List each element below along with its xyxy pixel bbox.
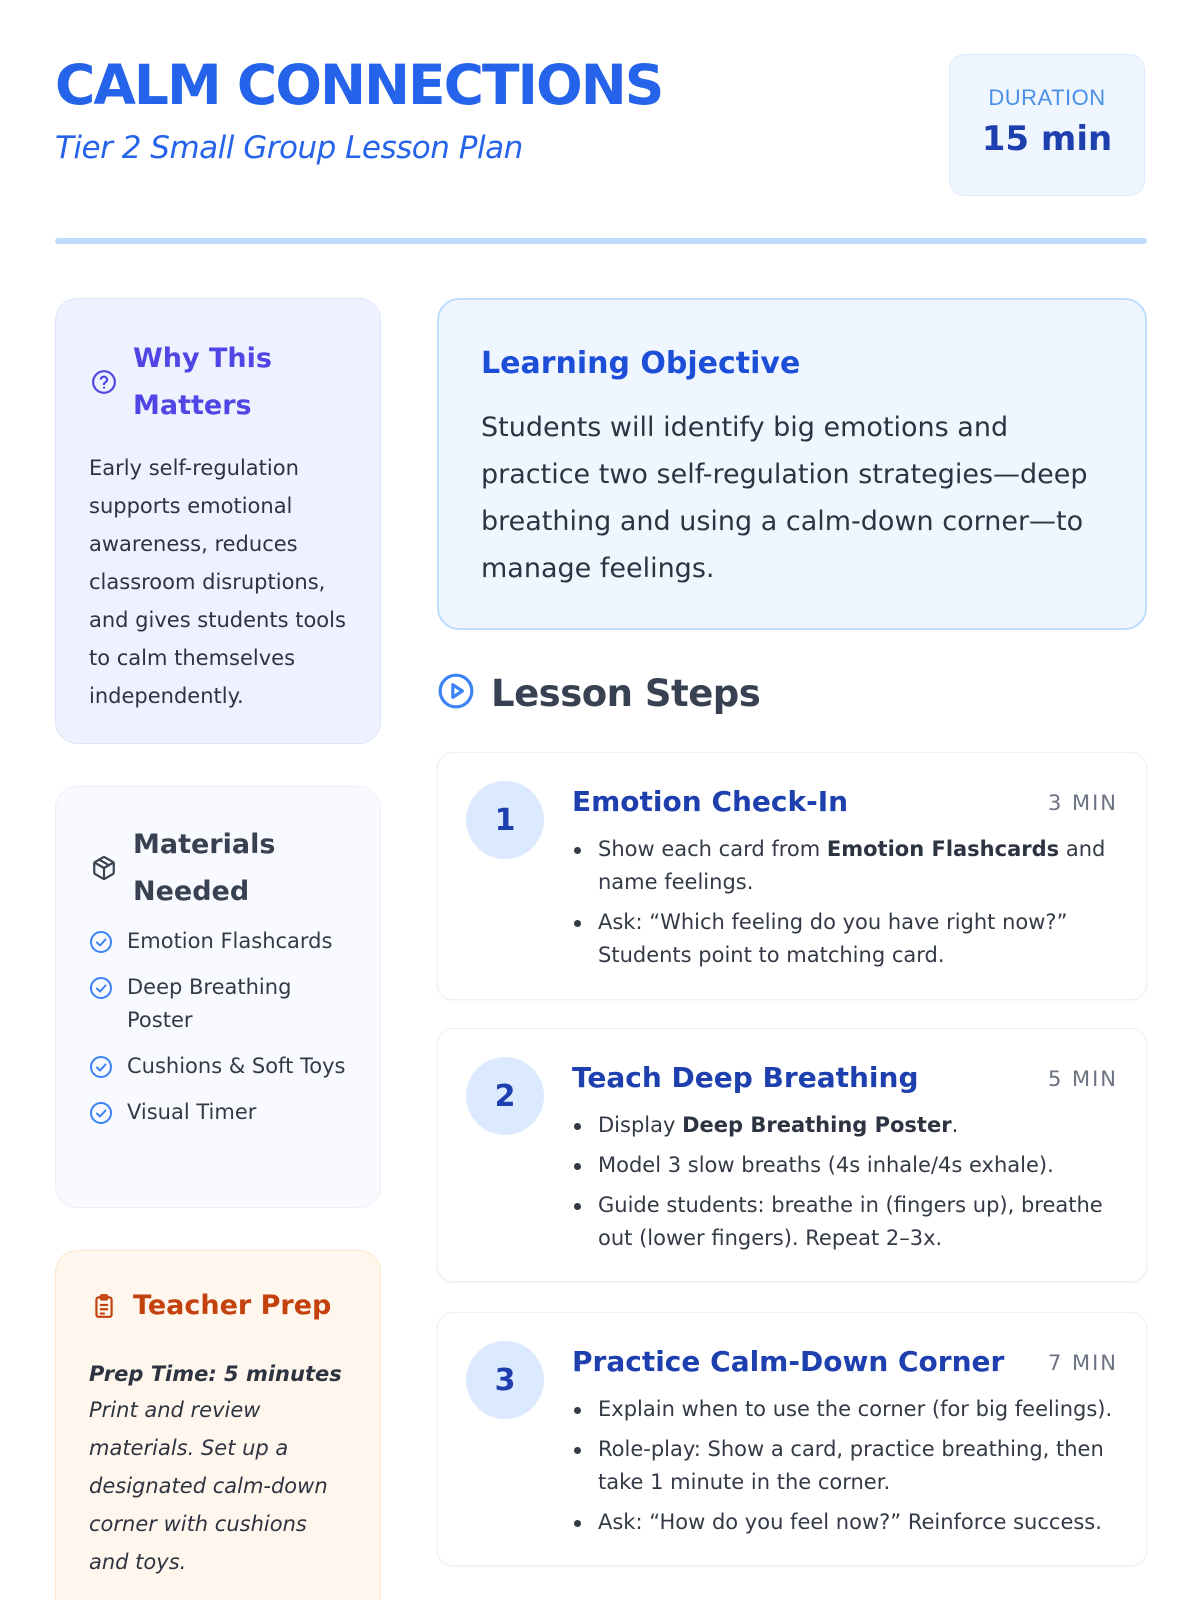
list-item: Model 3 slow breaths (4s inhale/4s exhale). xyxy=(572,1149,1120,1182)
material-label: Cushions & Soft Toys xyxy=(127,1054,346,1078)
step-title: Practice Calm-Down Corner xyxy=(572,1345,1005,1378)
step-title: Emotion Check-In xyxy=(572,785,849,818)
question-circle-icon xyxy=(89,369,119,395)
check-circle-icon xyxy=(89,971,115,1004)
why-text: Early self-regulation supports emotional awareness, reduces classroom disruptions, and gives students tools to calm themselves independently. xyxy=(89,456,346,708)
step-bullets xyxy=(572,833,1120,979)
duration-value: 15 min xyxy=(981,119,1113,159)
objective-text: Students will identify big emotions and practice two self-regulation strategies—deep breathing and using a calm-down corner—to manage feelings. xyxy=(481,412,1088,584)
step-duration: 5 MIN xyxy=(1047,1067,1118,1091)
lesson-steps-heading xyxy=(437,672,760,715)
teacher-prep-card xyxy=(55,1250,381,1600)
materials-list xyxy=(89,925,369,1142)
clipboard-icon xyxy=(89,1292,119,1320)
list-item xyxy=(89,971,369,1037)
list-item: Role-play: Show a card, practice breathing, then take 1 minute in the corner. xyxy=(572,1433,1120,1499)
check-circle-icon xyxy=(89,1050,115,1083)
lesson-step xyxy=(437,1312,1147,1566)
lesson-step xyxy=(437,752,1147,1000)
prep-header xyxy=(89,1286,331,1326)
check-circle-icon xyxy=(89,1096,115,1129)
materials-header xyxy=(89,821,293,915)
step-duration: 7 MIN xyxy=(1047,1351,1118,1375)
step-duration: 3 MIN xyxy=(1047,791,1118,815)
step-title: Teach Deep Breathing xyxy=(572,1061,919,1094)
package-icon xyxy=(89,855,119,881)
learning-objective-card xyxy=(437,298,1147,630)
why-card xyxy=(55,298,381,744)
list-item xyxy=(89,1050,369,1083)
objective-title: Learning Objective xyxy=(481,346,801,381)
materials-card xyxy=(55,786,381,1208)
prep-text: Print and review materials. Set up a designated calm-down corner with cushions and toys. xyxy=(89,1398,328,1574)
material-label: Deep Breathing Poster xyxy=(127,975,292,1032)
step-number: 1 xyxy=(466,781,544,859)
lesson-step xyxy=(437,1028,1147,1282)
header xyxy=(55,52,1145,197)
list-item: Ask: “Which feeling do you have right now?” Students point to matching card. xyxy=(572,906,1120,972)
lesson-steps-title: Lesson Steps xyxy=(491,672,761,715)
page-title: CALM CONNECTIONS xyxy=(55,53,663,117)
material-label: Visual Timer xyxy=(127,1100,257,1124)
list-item: Guide students: breathe in (fingers up), breathe out (lower fingers). Repeat 2–3x. xyxy=(572,1189,1120,1255)
list-item: Show each card from Emotion Flashcards and name feelings. xyxy=(572,833,1120,899)
list-item xyxy=(89,925,369,958)
step-bullets xyxy=(572,1393,1120,1546)
check-circle-icon xyxy=(89,925,115,958)
prep-time: Prep Time: 5 minutes xyxy=(89,1362,342,1386)
step-number: 3 xyxy=(466,1341,544,1419)
material-label: Emotion Flashcards xyxy=(127,929,333,953)
header-divider xyxy=(55,238,1147,244)
duration-label: DURATION xyxy=(988,85,1106,110)
materials-title: Materials Needed xyxy=(133,829,276,907)
play-circle-icon xyxy=(437,672,475,715)
page-subtitle: Tier 2 Small Group Lesson Plan xyxy=(55,130,523,166)
why-header xyxy=(89,335,293,429)
list-item: Display Deep Breathing Poster. xyxy=(572,1109,1120,1142)
list-item xyxy=(89,1096,369,1129)
step-number: 2 xyxy=(466,1057,544,1135)
duration-badge xyxy=(949,54,1145,196)
why-title: Why This Matters xyxy=(133,343,272,421)
list-item: Ask: “How do you feel now?” Reinforce success. xyxy=(572,1506,1120,1539)
list-item: Explain when to use the corner (for big feelings). xyxy=(572,1393,1120,1426)
step-bullets xyxy=(572,1109,1120,1262)
prep-title: Teacher Prep xyxy=(133,1290,332,1321)
